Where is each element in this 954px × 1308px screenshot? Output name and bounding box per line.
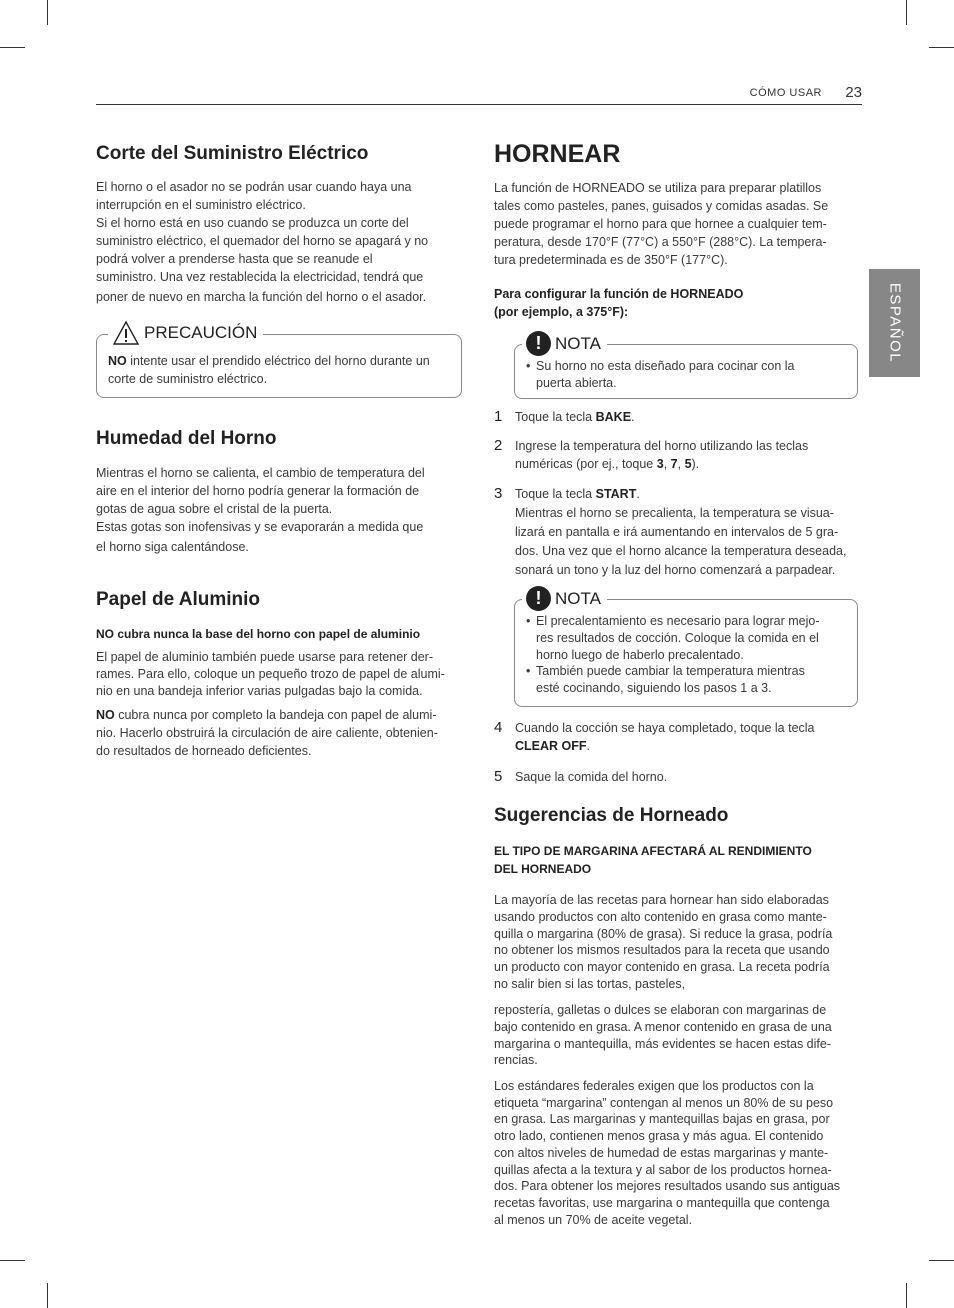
text-line: etiqueta “margarina” contengan al menos un 80% de su peso bbox=[494, 1095, 834, 1110]
text-line: res resultados de cocción. Coloque la comida en el bbox=[536, 631, 819, 645]
text-line: La función de HORNEADO se utiliza para preparar platillos bbox=[494, 181, 822, 195]
text-line: corte de suministro eléctrico. bbox=[108, 372, 268, 386]
caution-text bbox=[108, 352, 430, 388]
caution-label bbox=[108, 320, 263, 346]
text-line: • También puede cambiar la temperatura mientras bbox=[536, 664, 805, 678]
text-line: no obtener los mismos resultados para la receta que usando bbox=[494, 943, 830, 958]
key-label: CLEAR OFF bbox=[515, 739, 587, 753]
text-line: Cuando la cocción se haya completado, toque la tecla bbox=[515, 721, 815, 735]
key-label: 3 bbox=[656, 457, 664, 471]
config-heading bbox=[494, 285, 743, 321]
text-line: nio. Hacerlo obstruirá la circulación de aire caliente, obtenien- bbox=[96, 726, 438, 740]
text-line: peratura, desde 170°F (77°C) a 550°F (288°C). La tempera- bbox=[494, 235, 827, 249]
crop-mark bbox=[0, 47, 25, 48]
text-line: • El precalentamiento es necesario para lograr mejo- bbox=[536, 614, 820, 628]
text-line: esté cocinando, siguiendo los pasos 1 a 3. bbox=[536, 681, 772, 695]
text-line: usando productos con alto contenido en grasa como mante- bbox=[494, 909, 827, 924]
text-line: Si el horno está en uso cuando se produzca un corte del bbox=[96, 216, 409, 230]
text-line: (por ejemplo, a 375°F): bbox=[494, 305, 629, 319]
text-line: puerta abierta. bbox=[536, 376, 617, 390]
text-line: podrá volver a prenderse hasta que se reanude el bbox=[96, 252, 373, 266]
text-line: suministro eléctrico, el quemador del horno se apagará y no bbox=[96, 234, 429, 248]
text-span: Toque la tecla bbox=[515, 487, 596, 501]
text-line: gotas de agua sobre el cristal de la puerta. bbox=[96, 502, 333, 516]
text-line: al menos un 70% de aceite vegetal. bbox=[494, 1212, 693, 1227]
warning-triangle-icon bbox=[112, 320, 140, 346]
page-number: 23 bbox=[845, 84, 862, 101]
text-line: rames. Para ello, coloque un pequeño trozo de papel de alumi- bbox=[96, 667, 445, 681]
step-number: 5 bbox=[494, 768, 503, 785]
text-span: . bbox=[636, 487, 640, 501]
text-line: Mientras el horno se calienta, el cambio de temperatura del bbox=[96, 466, 425, 480]
text-line: La mayoría de las recetas para hornear han sido elaboradas bbox=[494, 893, 829, 907]
text-line: recetas favoritas, use margarina o mantequilla que contenga bbox=[494, 1195, 830, 1210]
text-line: en grasa. Las margarinas y mantequillas bajas en grasa, por bbox=[494, 1112, 830, 1127]
text-line: EL TIPO DE MARGARINA AFECTARÁ AL RENDIMIENTO bbox=[494, 844, 812, 858]
text-line: nio en una bandeja inferior varias pulgadas bajo la comida. bbox=[96, 684, 423, 698]
note-bullet bbox=[526, 613, 819, 664]
text-line: horno luego de haberlo precalentado. bbox=[536, 648, 744, 662]
text-line: bajo contenido en grasa. A menor contenido en grasa de una bbox=[494, 1019, 832, 1034]
key-label: 7 bbox=[670, 457, 678, 471]
step-text: Saque la comida del horno. bbox=[515, 770, 668, 784]
text-line: tura predeterminada es de 350°F (177°C). bbox=[494, 253, 728, 267]
text-line: interrupción en el suministro eléctrico. bbox=[96, 198, 306, 212]
paragraph-aluminio-1 bbox=[96, 649, 445, 700]
note-label bbox=[522, 331, 607, 356]
paragraph-intro bbox=[494, 179, 828, 269]
crop-mark bbox=[929, 1260, 954, 1261]
paragraph-sugerencias-3 bbox=[494, 1078, 840, 1228]
note-title: NOTA bbox=[555, 588, 601, 608]
section-title-aluminio: Papel de Aluminio bbox=[96, 589, 260, 610]
text-line: dos. Una vez que el horno alcance la temperatura deseada, bbox=[515, 544, 847, 558]
text-line: El horno o el asador no se podrán usar cuando haya una bbox=[96, 180, 412, 194]
note-bullet bbox=[526, 663, 805, 697]
step-text bbox=[515, 408, 635, 426]
section-title-sugerencias: Sugerencias de Horneado bbox=[494, 805, 729, 826]
key-label: BAKE bbox=[595, 410, 632, 424]
text-line: do resultados de horneado deficientes. bbox=[96, 744, 312, 758]
text-line: • Su horno no esta diseñado para cocinar con la bbox=[536, 359, 795, 373]
text-line: quillas afecta a la textura y al sabor de los productos hornea- bbox=[494, 1162, 832, 1177]
language-tab bbox=[869, 269, 920, 377]
section-title-corte: Corte del Suministro Eléctrico bbox=[96, 143, 369, 164]
text-line: Mientras el horno se precalienta, la temperatura se visua- bbox=[515, 506, 834, 520]
text-line: dos. Para obtener los mejores resultados usando sus antiguas bbox=[494, 1179, 841, 1194]
note-label bbox=[522, 586, 607, 611]
aluminio-bold: NO bbox=[96, 708, 115, 722]
text-line: DEL HORNEADO bbox=[494, 862, 592, 876]
crop-mark bbox=[906, 1283, 907, 1308]
text-span: ). bbox=[691, 457, 700, 471]
text-line: quilla o margarina (80% de grasa). Si reduce la grasa, podría bbox=[494, 926, 833, 941]
step-number: 4 bbox=[494, 719, 503, 736]
note-title: NOTA bbox=[555, 333, 601, 353]
text-line: suministro. Una vez restablecida la electricidad, tendrá que bbox=[96, 270, 424, 284]
caution-title: PRECAUCIÓN bbox=[144, 323, 258, 342]
text-line: margarina o mantequilla, más evidentes se hacen estas dife- bbox=[494, 1036, 831, 1051]
section-title-humedad: Humedad del Horno bbox=[96, 428, 277, 449]
step-number: 2 bbox=[494, 437, 503, 454]
text-line: rencias. bbox=[494, 1053, 538, 1068]
text-line: El papel de aluminio también puede usarse para retener der- bbox=[96, 650, 434, 664]
caution-bold: NO bbox=[108, 354, 127, 368]
crop-mark bbox=[47, 1283, 48, 1308]
text-line: sonará un tono y la luz del horno comenzará a parpadear. bbox=[515, 563, 836, 577]
text-span: . bbox=[631, 410, 635, 424]
crop-mark bbox=[906, 0, 907, 25]
paragraph-humedad bbox=[96, 464, 425, 556]
paragraph-aluminio-2 bbox=[96, 706, 438, 760]
step-text bbox=[515, 719, 815, 755]
text-line: otro lado, contienen menos grasa y más agua. El contenido bbox=[494, 1129, 824, 1144]
crop-mark bbox=[47, 0, 48, 25]
text-line: Estas gotas son inofensivas y se evaporarán a medida que bbox=[96, 520, 424, 534]
crop-mark bbox=[0, 1260, 25, 1261]
note-bullet bbox=[526, 358, 795, 392]
exclamation-icon: ! bbox=[526, 331, 551, 356]
header-rule bbox=[96, 104, 862, 105]
section-name: CÓMO USAR bbox=[749, 87, 822, 99]
text-span: numéricas (por ej., toque bbox=[515, 457, 657, 471]
text-span: . bbox=[586, 739, 591, 753]
paragraph-corte bbox=[96, 178, 428, 306]
text-line: intente usar el prendido eléctrico del horno durante un bbox=[126, 354, 430, 368]
text-line: poner de nuevo en marcha la función del horno o el asador. bbox=[96, 290, 427, 304]
text-line: un producto con mayor contenido en grasa. La receta podría bbox=[494, 960, 830, 975]
text-line: Ingrese la temperatura del horno utilizando las teclas bbox=[515, 439, 809, 453]
text-line: puede programar el horno para que hornee a cualquier tem- bbox=[494, 217, 827, 231]
subhead-aluminio: NO cubra nunca la base del horno con papel de aluminio bbox=[96, 627, 421, 641]
text-line: Para configurar la función de HORNEADO bbox=[494, 287, 744, 301]
paragraph-sugerencias-2 bbox=[494, 1002, 832, 1069]
crop-mark bbox=[929, 47, 954, 48]
text-line: cubra nunca por completo la bandeja con papel de alumi- bbox=[114, 708, 437, 722]
paragraph-sugerencias-1 bbox=[494, 892, 832, 993]
text-line: lizará en pantalla e irá aumentando en intervalos de 5 gra- bbox=[515, 525, 839, 539]
key-label: START bbox=[595, 487, 637, 501]
text-line: con altos niveles de humedad de estas margarinas y mante- bbox=[494, 1145, 829, 1160]
text-span: Toque la tecla bbox=[515, 410, 596, 424]
text-line: repostería, galletas o dulces se elaboran con margarinas de bbox=[494, 1003, 827, 1017]
text-line: Los estándares federales exigen que los productos con la bbox=[494, 1079, 814, 1093]
step-text bbox=[515, 485, 846, 580]
step-text: Ingrese la temperatura del horno utilizando las teclas numéricas (por ej., toque 3, 7, 5). bbox=[515, 439, 809, 471]
text-line: aire en el interior del horno podría generar la formación de bbox=[96, 484, 420, 498]
key-label: 5 bbox=[684, 457, 692, 471]
text-line: no salir bien si las tortas, pasteles, bbox=[494, 976, 686, 991]
exclamation-icon: ! bbox=[526, 586, 551, 611]
subhead-sugerencias bbox=[494, 842, 812, 878]
text-line: tales como pasteles, panes, guisados y comidas asadas. Se bbox=[494, 199, 829, 213]
page-title: HORNEAR bbox=[494, 140, 621, 168]
step-number: 1 bbox=[494, 408, 503, 425]
step-number: 3 bbox=[494, 485, 503, 502]
language-tab-label: ESPAÑOL bbox=[886, 282, 903, 364]
text-line: el horno siga calentándose. bbox=[96, 540, 249, 554]
